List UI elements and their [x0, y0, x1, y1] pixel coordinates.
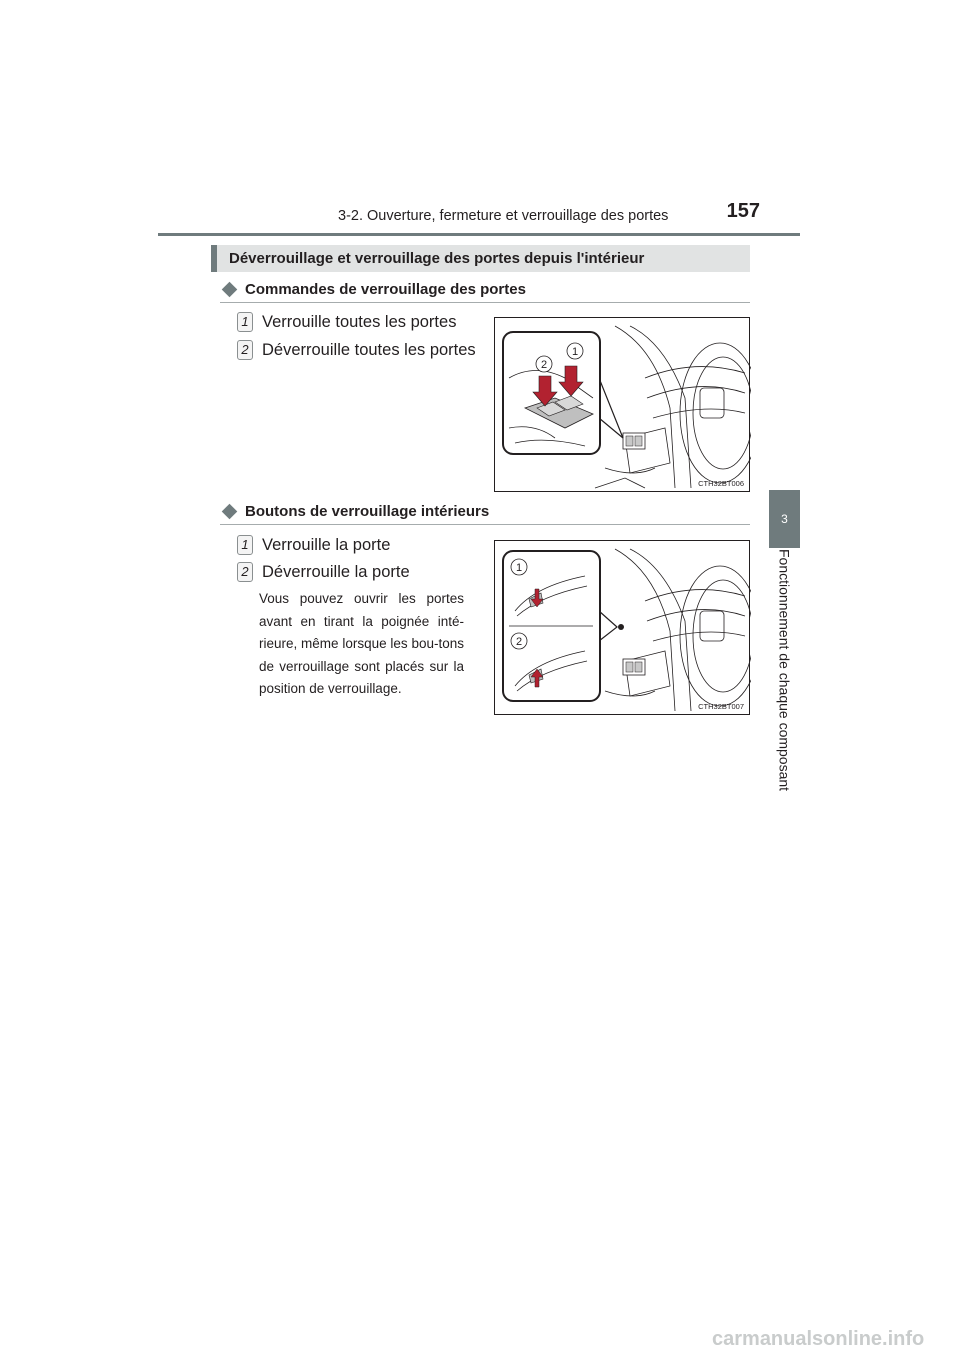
header-rule — [158, 233, 800, 236]
figure-code: CTH32BT006 — [698, 479, 744, 488]
figure-code: CTH32BT007 — [698, 702, 744, 711]
subheading-lock-switches — [220, 276, 750, 302]
item-number-badge: 2 — [237, 562, 253, 582]
item-text: Verrouille la porte — [262, 535, 391, 554]
callout-label: 2 — [540, 359, 548, 371]
chapter-tab — [769, 490, 800, 548]
door-lock-switch-illustration — [495, 318, 751, 493]
diamond-bullet-icon — [222, 281, 238, 297]
subheading-text: Boutons de verrouillage intérieurs — [245, 502, 490, 520]
subheading-rule — [220, 524, 750, 525]
figure-door-lock-switch — [494, 317, 750, 492]
subheading-inside-lock-buttons — [220, 498, 750, 524]
running-header: 3-2. Ouverture, fermeture et verrouillage des portes — [338, 208, 669, 224]
list-item — [237, 535, 390, 555]
section-title — [211, 245, 750, 272]
inside-lock-button-illustration — [495, 541, 751, 716]
chapter-label-wrap — [769, 549, 800, 792]
figure-inside-lock-buttons — [494, 540, 750, 715]
list-item — [237, 312, 456, 332]
diamond-bullet-icon — [222, 503, 238, 519]
callout-label: 1 — [571, 346, 579, 358]
item-text: Verrouille toutes les portes — [262, 312, 457, 331]
subheading-rule — [220, 302, 750, 303]
item-text: Déverrouille toutes les portes — [262, 340, 476, 359]
chapter-number: 3 — [781, 512, 788, 526]
list-item — [237, 562, 410, 582]
item-text: Déverrouille la porte — [262, 562, 410, 581]
page-number: 157 — [726, 200, 760, 222]
chapter-label: Fonctionnement de chaque composant — [776, 549, 793, 792]
item-number-badge: 1 — [237, 535, 253, 555]
list-item — [237, 340, 476, 360]
callout-label: 1 — [515, 562, 523, 574]
note-paragraph: Vous pouvez ouvrir les portes avant en tirant la poignée inté-rieure, même lorsque les bou-tons de verrouillage sont placés sur la position de verrouillage. — [259, 591, 464, 696]
watermark: carmanualsonline.info — [712, 1328, 925, 1350]
item-number-badge: 2 — [237, 340, 253, 360]
callout-label: 2 — [515, 636, 523, 648]
subheading-text: Commandes de verrouillage des portes — [245, 280, 526, 298]
section-title-text: Déverrouillage et verrouillage des portes depuis l'intérieur — [229, 250, 645, 267]
item-number-badge: 1 — [237, 312, 253, 332]
